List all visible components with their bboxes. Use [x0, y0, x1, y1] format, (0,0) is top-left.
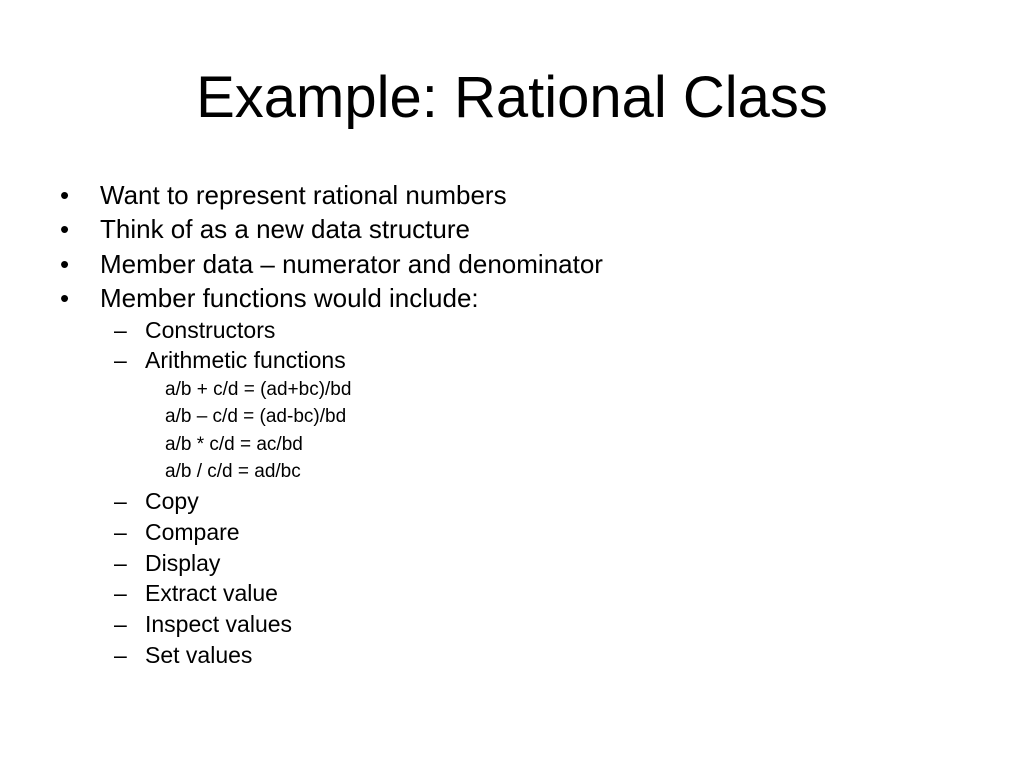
- bullet-text: Member functions would include:: [100, 283, 479, 313]
- sub-bullet-item: [114, 611, 293, 638]
- formula-line: a/b * c/d = ac/bd: [165, 434, 303, 455]
- bullet-text: Member data – numerator and denominator: [100, 249, 603, 279]
- dash-marker: –: [114, 519, 127, 545]
- slide-title: Example: Rational Class: [196, 65, 828, 130]
- bullet-text: Think of as a new data structure: [100, 214, 470, 244]
- bullet-marker: •: [60, 214, 70, 244]
- sub-bullet-text: Set values: [145, 642, 253, 668]
- bullet-marker: •: [60, 249, 70, 279]
- dash-marker: –: [114, 580, 127, 606]
- sub-bullet-item: [114, 347, 346, 374]
- bullet-marker: •: [60, 180, 70, 210]
- sub-bullet-text: Extract value: [145, 580, 278, 606]
- sub-bullet-text: Inspect values: [145, 611, 293, 637]
- dash-marker: –: [114, 642, 127, 668]
- dash-marker: –: [114, 317, 127, 343]
- sub-bullet-text: Copy: [145, 488, 199, 514]
- bullet-marker: •: [60, 283, 70, 313]
- dash-marker: –: [114, 550, 127, 576]
- bullet-item: [60, 180, 507, 210]
- bullet-item: [60, 249, 603, 279]
- sub-bullet-item: [114, 317, 276, 344]
- sub-bullet-text: Constructors: [145, 317, 276, 343]
- bullet-item: [60, 214, 470, 244]
- sub-bullet-item: [114, 488, 199, 515]
- sub-bullet-item: [114, 642, 253, 669]
- dash-marker: –: [114, 611, 127, 637]
- formula-line: a/b – c/d = (ad-bc)/bd: [165, 406, 347, 427]
- formula-line: a/b + c/d = (ad+bc)/bd: [165, 379, 352, 400]
- formula-line: a/b / c/d = ad/bc: [165, 461, 301, 482]
- sub-bullet-text: Compare: [145, 519, 240, 545]
- bullet-text: Want to represent rational numbers: [100, 180, 507, 210]
- sub-bullet-text: Arithmetic functions: [145, 347, 346, 373]
- sub-bullet-item: [114, 519, 240, 546]
- sub-bullet-item: [114, 550, 221, 577]
- dash-marker: –: [114, 347, 127, 373]
- dash-marker: –: [114, 488, 127, 514]
- sub-bullet-text: Display: [145, 550, 221, 576]
- sub-bullet-item: [114, 580, 278, 607]
- bullet-item: [60, 283, 479, 313]
